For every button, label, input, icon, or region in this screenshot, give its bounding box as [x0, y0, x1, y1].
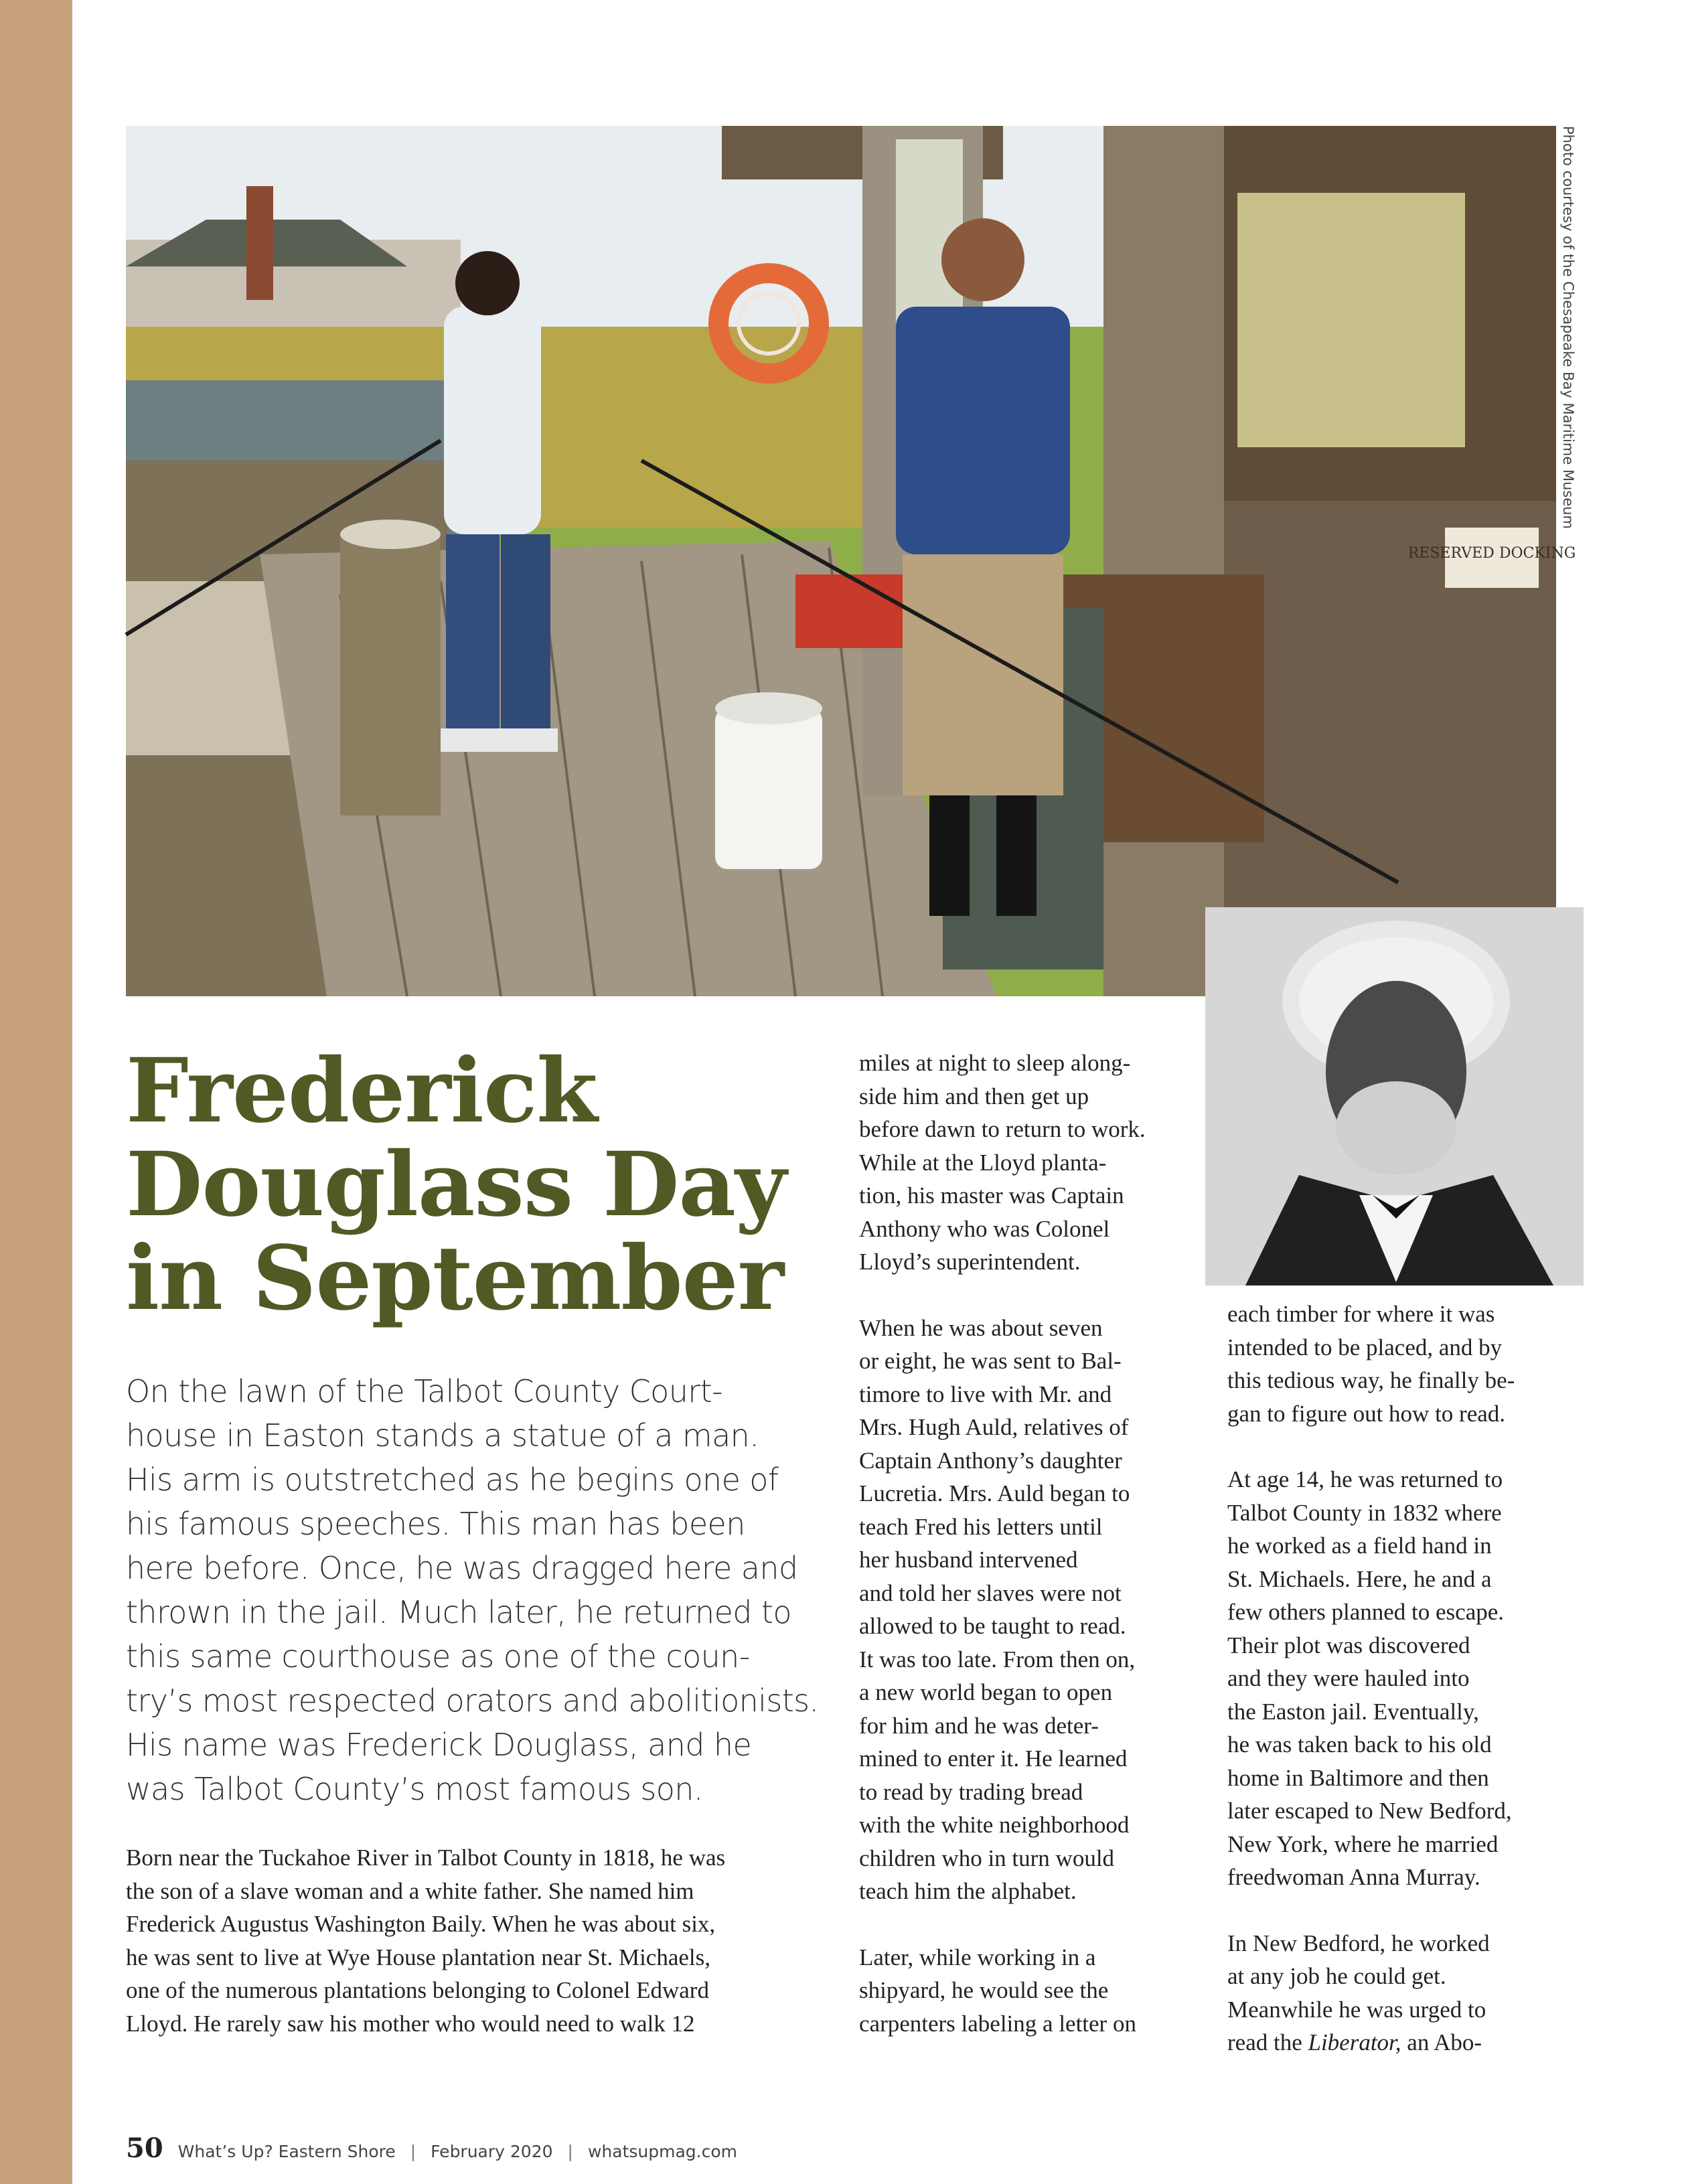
- article-title: [126, 1039, 862, 1330]
- body-line: mined to enter it. He learned: [859, 1745, 1128, 1772]
- body-column-2: [859, 1046, 1207, 2040]
- body-line: Anthony who was Colonel: [859, 1215, 1110, 1242]
- body-line-with-italic: [1227, 2026, 1562, 2059]
- liberator-title: Liberator,: [1308, 2029, 1401, 2055]
- body-line: tion, his master was Captain: [859, 1182, 1124, 1208]
- lead-line: house in Easton stands a statue of a man.: [126, 1417, 759, 1454]
- body-line: shipyard, he would see the: [859, 1977, 1109, 2003]
- page-footer: [126, 2132, 737, 2166]
- body-line: When he was about seven: [859, 1314, 1103, 1341]
- body-line: Captain Anthony’s daughter: [859, 1447, 1122, 1474]
- body-line: Born near the Tuckahoe River in Talbot County in 1818, he was: [126, 1845, 726, 1871]
- body-line: he was taken back to his old: [1227, 1731, 1492, 1758]
- body-line: and told her slaves were not: [859, 1579, 1122, 1606]
- body-line: Later, while working in a: [859, 1944, 1096, 1970]
- body-line: for him and he was deter-: [859, 1712, 1099, 1739]
- lead-line: thrown in the jail. Much later, he returned to: [126, 1594, 791, 1630]
- lead-line: His arm is outstretched as he begins one of: [126, 1462, 779, 1498]
- body-line: this tedious way, he finally be-: [1227, 1367, 1515, 1393]
- issue-date: February 2020: [431, 2142, 553, 2161]
- footer-separator: |: [410, 2142, 416, 2161]
- frederick-douglass-portrait: [1205, 907, 1584, 1285]
- body-line: few others planned to escape.: [1227, 1599, 1505, 1625]
- body-line: Lloyd. He rarely saw his mother who would need to walk 12: [126, 2010, 695, 2037]
- body-line: he worked as a field hand in: [1227, 1533, 1492, 1559]
- body-line: Lloyd’s superintendent.: [859, 1249, 1081, 1275]
- body-column-1: [126, 1841, 822, 2040]
- lead-line: On the lawn of the Talbot County Court-: [126, 1373, 723, 1409]
- body-line: Their plot was discovered: [1227, 1632, 1470, 1658]
- body-line: At age 14, he was returned to: [1227, 1466, 1503, 1492]
- body-line: St. Michaels. Here, he and a: [1227, 1565, 1492, 1592]
- body-line: with the white neighborhood: [859, 1812, 1130, 1838]
- body-line: the Easton jail. Eventually,: [1227, 1698, 1479, 1725]
- body-line: and they were hauled into: [1227, 1665, 1470, 1691]
- body-line: intended to be placed, and by: [1227, 1334, 1503, 1360]
- body-line: Talbot County in 1832 where: [1227, 1499, 1502, 1526]
- lead-line: His name was Frederick Douglass, and he: [126, 1727, 752, 1763]
- body-line: each timber for where it was: [1227, 1301, 1495, 1327]
- body-line: before dawn to return to work.: [859, 1116, 1146, 1142]
- publication-name: What’s Up? Eastern Shore: [177, 2142, 396, 2161]
- body-line: a new world began to open: [859, 1679, 1113, 1705]
- lead-line: here before. Once, he was dragged here and: [126, 1550, 798, 1586]
- lead-line: his famous speeches. This man has been: [126, 1506, 745, 1542]
- body-line: allowed to be taught to read.: [859, 1613, 1126, 1639]
- body-line: Mrs. Hugh Auld, relatives of: [859, 1414, 1129, 1440]
- body-line: It was too late. From then on,: [859, 1646, 1136, 1672]
- body-line: freedwoman Anna Murray.: [1227, 1864, 1480, 1890]
- lead-line: try’s most respected orators and abolitionists.: [126, 1683, 819, 1719]
- body-text: read the: [1227, 2029, 1308, 2055]
- body-line: Frederick Augustus Washington Baily. When he was about six,: [126, 1911, 716, 1937]
- page-number: 50: [126, 2132, 163, 2164]
- body-line: to read by trading bread: [859, 1778, 1083, 1805]
- lead-line: was Talbot County’s most famous son.: [126, 1771, 703, 1807]
- body-line: side him and then get up: [859, 1083, 1089, 1109]
- body-line: timore to live with Mr. and: [859, 1381, 1112, 1407]
- body-line: home in Baltimore and then: [1227, 1764, 1489, 1791]
- body-line: he was sent to live at Wye House plantation near St. Michaels,: [126, 1944, 711, 1970]
- body-line: In New Bedford, he worked: [1227, 1930, 1490, 1956]
- footer-separator: |: [567, 2142, 573, 2161]
- website-link[interactable]: whatsupmag.com: [587, 2142, 738, 2161]
- body-line: later escaped to New Bedford,: [1227, 1798, 1512, 1824]
- photo-credit: Photo courtesy of the Chesapeake Bay Maritime Museum: [1560, 126, 1576, 530]
- body-column-3: [1227, 1298, 1562, 2059]
- body-line: her husband intervened: [859, 1547, 1078, 1573]
- body-line: While at the Lloyd planta-: [859, 1149, 1107, 1176]
- body-line: teach Fred his letters until: [859, 1513, 1103, 1540]
- reserved-docking-sign: RESERVED DOCKING: [1407, 545, 1576, 562]
- body-line: miles at night to sleep along-: [859, 1050, 1131, 1076]
- body-line: carpenters labeling a letter on: [859, 2010, 1136, 2037]
- body-line: one of the numerous plantations belonging to Colonel Edward: [126, 1977, 709, 2003]
- body-text: an Abo-: [1401, 2029, 1482, 2055]
- body-line: or eight, he was sent to Bal-: [859, 1348, 1122, 1374]
- body-line: at any job he could get.: [1227, 1963, 1446, 1989]
- body-line: Meanwhile he was urged to: [1227, 1996, 1486, 2023]
- lead-line: this same courthouse as one of the coun-: [126, 1638, 750, 1674]
- body-line: children who in turn would: [859, 1845, 1115, 1871]
- left-color-strip: [0, 0, 72, 2184]
- lead-paragraph: [126, 1369, 836, 1811]
- title-line: Douglass Day: [126, 1133, 786, 1237]
- title-line: Frederick: [126, 1039, 597, 1143]
- body-line: New York, where he married: [1227, 1830, 1499, 1857]
- title-line: in September: [126, 1227, 784, 1330]
- body-line: the son of a slave woman and a white father. She named him: [126, 1877, 694, 1904]
- body-line: gan to figure out how to read.: [1227, 1400, 1506, 1427]
- body-line: Lucretia. Mrs. Auld began to: [859, 1480, 1130, 1506]
- body-line: teach him the alphabet.: [859, 1878, 1077, 1904]
